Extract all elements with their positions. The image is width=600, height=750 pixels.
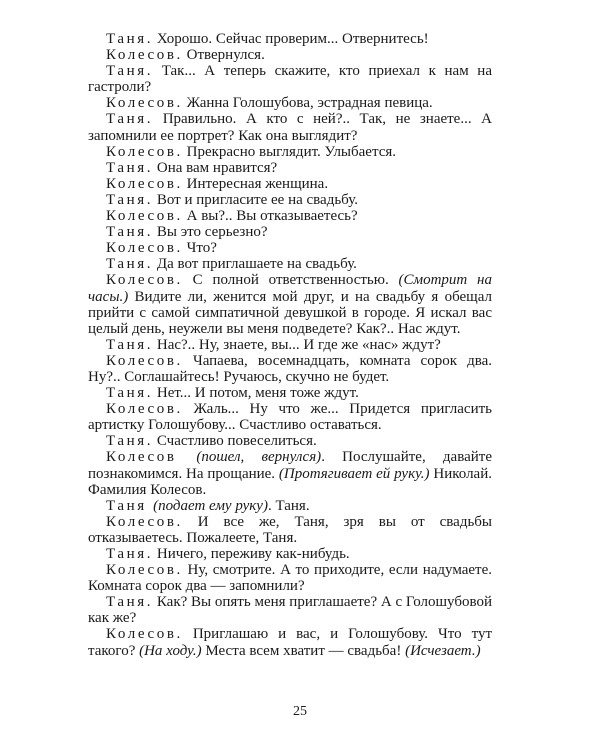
line-text: С полной ответственностью. bbox=[182, 272, 399, 289]
dialogue-line bbox=[88, 160, 492, 176]
dialogue-line bbox=[88, 63, 492, 95]
line-text: Нас?.. Ну, знаете, вы... И где же «нас» ждут? bbox=[153, 336, 441, 353]
stage-direction: (Смотрит на часы.) bbox=[88, 272, 492, 305]
line-text: Что? bbox=[182, 240, 217, 257]
speaker-name: Таня. bbox=[106, 546, 154, 562]
speaker-name: Колесов. bbox=[106, 95, 183, 112]
dialogue-line bbox=[88, 272, 492, 336]
dialogue-line bbox=[88, 31, 492, 47]
dialogue-line bbox=[88, 224, 492, 240]
stage-direction: (Протягивает ей руку.) bbox=[278, 465, 430, 482]
speaker-name: Колесов. bbox=[106, 143, 183, 160]
dialogue-line bbox=[88, 208, 492, 224]
stage-direction: (Исчезает.) bbox=[405, 642, 481, 659]
line-text: . Таня. bbox=[267, 497, 310, 514]
line-text: И все же, Таня, зря вы от свадьбы отказываетесь. Пожалеете, Таня. bbox=[88, 513, 492, 546]
dialogue-line bbox=[88, 353, 492, 385]
speaker-name: Таня. bbox=[106, 111, 154, 128]
line-text: Счастливо повеселиться. bbox=[153, 433, 317, 450]
speaker-name: Колесов. bbox=[106, 47, 183, 64]
stage-direction: (подает ему руку) bbox=[153, 497, 268, 514]
line-text: Жанна Голошубова, эстрадная певица. bbox=[182, 95, 433, 112]
speaker-name: Таня. bbox=[106, 256, 154, 273]
speaker-name: Колесов. bbox=[106, 240, 183, 257]
dialogue-line bbox=[88, 144, 492, 160]
line-text: Хорошо. Сейчас проверим... Отвернитесь! bbox=[153, 31, 429, 47]
dialogue-line bbox=[88, 401, 492, 433]
line-text: . Послушайте, давайте познакомимся. На прощание. bbox=[88, 449, 493, 482]
speaker-name: Колесов. bbox=[106, 626, 183, 643]
speaker-name: Колесов. bbox=[106, 401, 183, 418]
line-text: Интересная женщина. bbox=[182, 175, 329, 192]
page-number: 25 bbox=[293, 704, 307, 719]
line-text: Николай. Фамилия Колесов. bbox=[88, 465, 492, 498]
line-text: Чапаева, восемнадцать, комната сорок два. Ну?.. Соглашайтесь! Ручаюсь, скучно не будет. bbox=[88, 352, 492, 385]
dialogue-line bbox=[88, 546, 492, 562]
dialogue-line bbox=[88, 433, 492, 449]
speaker-name: Колесов. bbox=[106, 208, 183, 225]
speaker-name: Таня. bbox=[106, 336, 154, 353]
dialogue-line bbox=[88, 240, 492, 256]
dialogue-line bbox=[88, 192, 492, 208]
speaker-name: Таня. bbox=[106, 385, 154, 402]
line-text: Жаль... Ну что же... Придется пригласить артистку Голошубову... Счастливо оставаться. bbox=[88, 401, 492, 434]
speaker-name: Таня. bbox=[106, 159, 154, 176]
dialogue-line bbox=[88, 337, 492, 353]
dialogue-line bbox=[88, 514, 492, 546]
speaker-name: Колесов. bbox=[106, 272, 183, 289]
speaker-name: Колесов. bbox=[106, 562, 183, 579]
dialogue-line bbox=[88, 256, 492, 272]
line-text: Приглашаю и вас, и Голошубову. Что тут такого? bbox=[88, 626, 492, 659]
speaker-name: Таня. bbox=[106, 191, 154, 208]
line-text: Ну, смотрите. А то приходите, если надумаете. Комната сорок два — запомнили? bbox=[88, 562, 492, 595]
dialogue-line bbox=[88, 449, 492, 497]
line-text: Нет... И потом, меня тоже ждут. bbox=[153, 385, 359, 402]
dialogue-line bbox=[88, 47, 492, 63]
stage-direction: (На ходу.) bbox=[139, 642, 202, 659]
dialogue-line bbox=[88, 95, 492, 111]
line-text: Отвернулся. bbox=[182, 47, 265, 64]
line-text: Так... А теперь скажите, кто приехал к нам на гастроли? bbox=[88, 63, 492, 96]
speaker-name: Колесов. bbox=[106, 513, 183, 530]
dialogue-line bbox=[88, 385, 492, 401]
line-text: Вы это серьезно? bbox=[153, 224, 268, 241]
play-text bbox=[88, 31, 492, 659]
line-text: Вот и пригласите ее на свадьбу. bbox=[153, 191, 358, 208]
dialogue-line bbox=[88, 176, 492, 192]
line-text: Видите ли, женится мой друг, и на свадьбу я обещал прийти с самой симпатичной девушкой в городе. Я искал вас целый день, неужели вы меня подведете? Как?.. Нас ждут. bbox=[88, 288, 492, 337]
speaker-name: Таня. bbox=[106, 594, 154, 611]
stage-direction: (пошел, вернулся) bbox=[196, 449, 322, 466]
dialogue-line bbox=[88, 594, 492, 626]
speaker-name: Таня. bbox=[106, 433, 154, 450]
line-text: Да вот приглашаете на свадьбу. bbox=[153, 256, 357, 273]
line-text: Она вам нравится? bbox=[153, 159, 278, 176]
line-text: А вы?.. Вы отказываетесь? bbox=[182, 208, 358, 225]
speaker-name: Таня. bbox=[106, 63, 154, 80]
speaker-name: Колесов. bbox=[106, 175, 183, 192]
dialogue-line bbox=[88, 111, 492, 143]
dialogue-line bbox=[88, 562, 492, 594]
speaker-name: Таня bbox=[106, 497, 154, 514]
dialogue-line bbox=[88, 626, 492, 658]
line-text: Правильно. А кто с ней?.. Так, не знаете... А запомнили ее портрет? Как она выглядит? bbox=[88, 111, 492, 144]
line-text: Ничего, переживу как-нибудь. bbox=[153, 546, 350, 562]
speaker-name: Таня. bbox=[106, 31, 154, 47]
line-text: Прекрасно выглядит. Улыбается. bbox=[182, 143, 397, 160]
speaker-name: Колесов bbox=[106, 449, 197, 466]
line-text: Как? Вы опять меня приглашаете? А с Голошубовой как же? bbox=[88, 594, 492, 627]
speaker-name: Таня. bbox=[106, 224, 154, 241]
speaker-name: Колесов. bbox=[106, 352, 183, 369]
line-text: Места всем хватит — свадьба! bbox=[201, 642, 406, 659]
dialogue-line bbox=[88, 498, 492, 514]
